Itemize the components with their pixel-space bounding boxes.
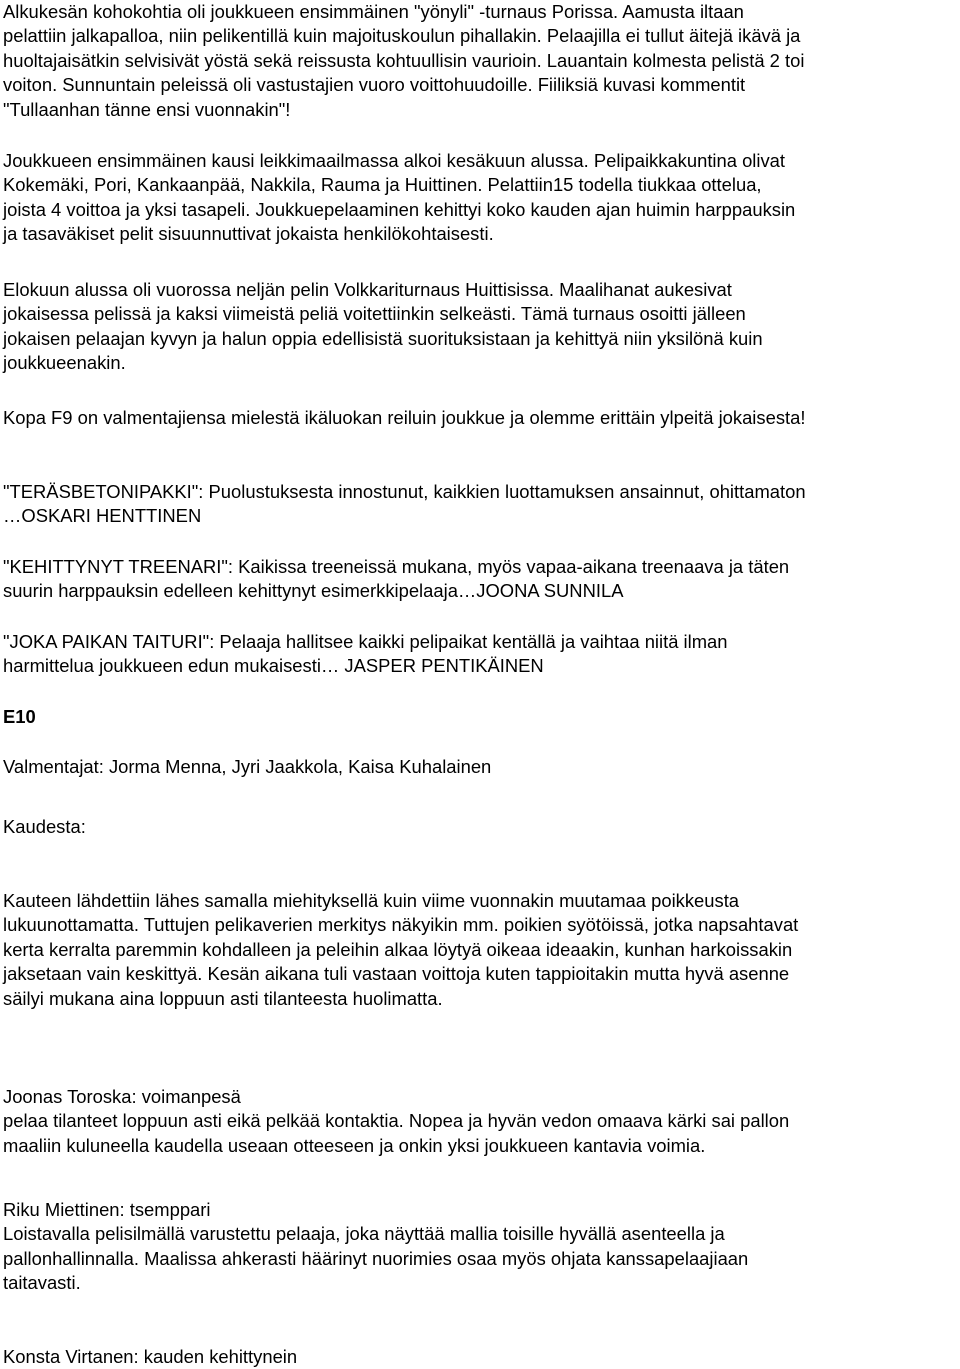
- award-kehittynyt-treenari: [3, 555, 957, 604]
- player-joonas-toroska: [3, 1085, 957, 1158]
- text-line: harmittelua joukkueen edun mukaisesti… JASPER PENTIKÄINEN: [3, 655, 544, 677]
- paragraph-volkkariturnaus: [3, 278, 957, 376]
- paragraph-first-season: [3, 149, 957, 247]
- text-line: "Tullaanhan tänne ensi vuonnakin"!: [3, 98, 291, 120]
- text-line: maaliin kuluneella kaudella useaan otteeseen ja onkin yksi joukkueen kantavia voimia.: [3, 1134, 706, 1156]
- text-line: lukuunottamatta. Tuttujen pelikaverien merkitys näkyikin mm. poikien syötöissä, jotka napsahtavat: [3, 914, 799, 936]
- text-line: huoltajaisätkin selvisivät yöstä sekä reissusta kohtuullisin vaurioin. Lauantain kolmesta pelistä 2 toi: [3, 49, 805, 71]
- text-line: pelaa tilanteet loppuun asti eikä pelkää kontaktia. Nopea ja hyvän vedon omaava kärki sai pallon: [3, 1110, 790, 1132]
- text-line: säilyi mukana aina loppuun asti tilanteesta huolimatta.: [3, 987, 443, 1009]
- award-joka-paikan-taituri: [3, 630, 957, 679]
- text-line: "JOKA PAIKAN TAITURI": Pelaaja hallitsee kaikki pelipaikat kentällä ja vaihtaa niitä ilman: [3, 631, 728, 652]
- text-line: Elokuun alussa oli vuorossa neljän pelin Volkkariturnaus Huittisissa. Maalihanat aukesivat: [3, 279, 732, 300]
- text-line: Joukkueen ensimmäinen kausi leikkimaailmassa alkoi kesäkuun alussa. Pelipaikkakuntina olivat: [3, 150, 786, 171]
- player-title: Riku Miettinen: tsemppari: [3, 1199, 211, 1220]
- coaches-line: [3, 755, 957, 779]
- text-line: suurin harppauksin edelleen kehittynyt esimerkkipelaaja…JOONA SUNNILA: [3, 580, 624, 602]
- text-line: voiton. Sunnuntain peleissä oli vastustajien vuoro voittohuudoille. Fiiliksiä kuvasi kommentit: [3, 74, 746, 96]
- text-line: jokaisessa pelissä ja kaksi viimeistä peliä voitettiinkin selkeästi. Tämä turnaus osoitti jälleen: [3, 303, 746, 325]
- text-line: taitavasti.: [3, 1272, 81, 1294]
- player-title: Konsta Virtanen: kauden kehittynein: [3, 1346, 298, 1367]
- paragraph-season-summary: [3, 889, 957, 1011]
- text-line: Loistavalla pelisilmällä varustettu pelaaja, joka näyttää mallia toisille hyvällä asenteella ja: [3, 1223, 725, 1245]
- section-heading: E10: [3, 706, 36, 727]
- text-line: pallonhallinnalla. Maalissa ahkerasti häärinyt nuorimies osaa myös ohjata kanssapelaajiaan: [3, 1247, 749, 1269]
- text-line: Alkukesän kohokohtia oli joukkueen ensimmäinen "yönyli" -turnaus Porissa. Aamusta iltaan: [3, 1, 744, 22]
- text-line: Kauteen lähdettiin lähes samalla miehityksellä kuin viime vuonnakin muutamaa poikkeusta: [3, 890, 740, 911]
- player-konsta-virtanen: [3, 1345, 957, 1369]
- text-line: "KEHITTYNYT TREENARI": Kaikissa treeneissä mukana, myös vapaa-aikana treenaava ja täten: [3, 556, 790, 577]
- section-heading-e10: [3, 705, 957, 729]
- text-line: pelattiin jalkapalloa, niin pelikentillä kuin majoituskoulun pihallakin. Pelaajilla ei tullut äitejä ikävä ja: [3, 25, 801, 47]
- text-line: jokaisen pelaajan kyvyn ja halun oppia edellisistä suorituksistaan ja kehittyä niin yksilönä kuin: [3, 327, 763, 349]
- text-line: Valmentajat: Jorma Menna, Jyri Jaakkola, Kaisa Kuhalainen: [3, 756, 492, 777]
- text-line: kerta kerralta paremmin kohdalleen ja peleihin alkaa löytyä oikeaa ideaakin, kunhan harkoissakin: [3, 938, 793, 960]
- text-line: Kopa F9 on valmentajiensa mielestä ikäluokan reiluin joukkue ja olemme erittäin ylpeitä jokaisesta!: [3, 407, 806, 428]
- text-line: joukkueenakin.: [3, 352, 126, 374]
- player-riku-miettinen: [3, 1198, 957, 1296]
- text-line: Kaudesta:: [3, 816, 86, 837]
- season-label: [3, 815, 957, 839]
- text-line: jaksetaan vain keskittyä. Kesän aikana tuli vastaan voittoja kuten tappioitakin mutta hyvä asenne: [3, 963, 790, 985]
- text-line: Kokemäki, Pori, Kankaanpää, Nakkila, Rauma ja Huittinen. Pelattiin15 todella tiukkaa ottelua,: [3, 174, 762, 196]
- paragraph-kopa-f9: [3, 406, 957, 430]
- text-line: "TERÄSBETONIPAKKI": Puolustuksesta innostunut, kaikkien luottamuksen ansainnut, ohittamaton: [3, 481, 806, 502]
- player-title: Joonas Toroska: voimanpesä: [3, 1086, 241, 1107]
- text-line: …OSKARI HENTTINEN: [3, 505, 202, 527]
- paragraph-tournament-pori: [3, 0, 957, 122]
- award-terasbetonipakki: [3, 480, 957, 529]
- text-line: ja tasaväkiset pelit sisuunnuttivat jokaista henkilökohtaisesti.: [3, 223, 494, 245]
- text-line: joista 4 voittoa ja yksi tasapeli. Joukkuepelaaminen kehittyi koko kauden ajan huimin harppauksin: [3, 198, 796, 220]
